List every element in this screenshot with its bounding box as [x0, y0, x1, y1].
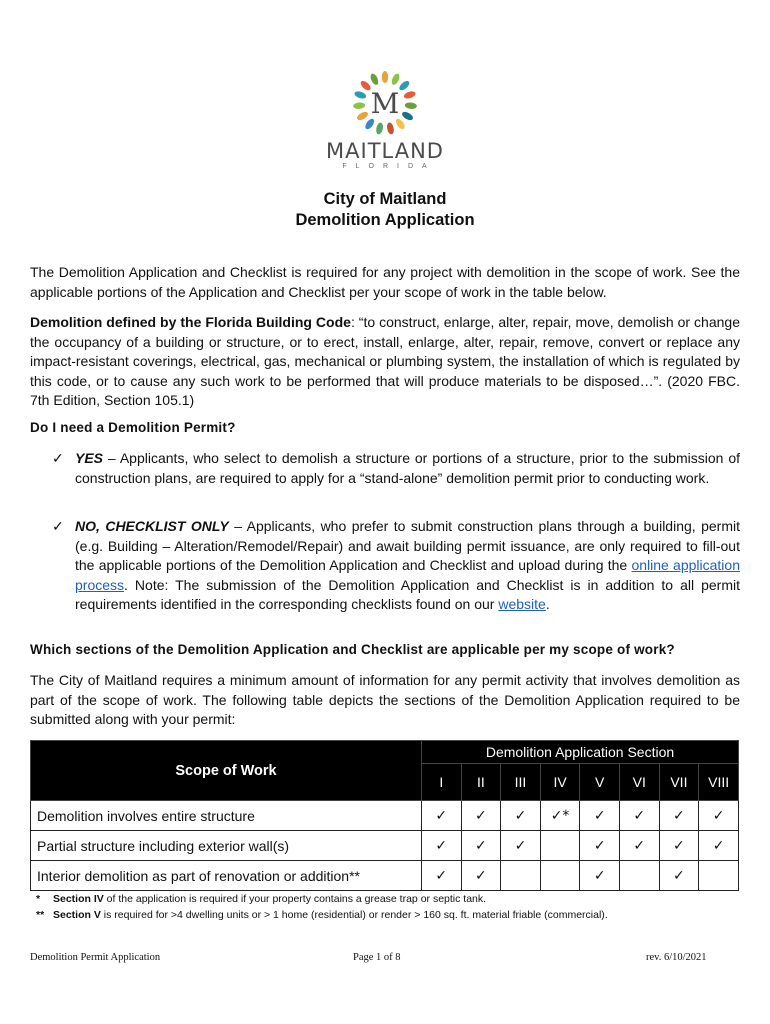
footer-page-number: Page 1 of 8	[353, 952, 401, 963]
table-row	[31, 801, 739, 831]
table-cell: ✓	[659, 801, 699, 831]
definition-text: : “to construct, enlarge, alter, repair, move, demolish or change the occupancy of a building or structure, or to erect, install, enlarge, alter, repair, remove, convert or replace any impact-resistant coverings, electrical, gas, mechanical or plumbing system, the installation of which is regulated by this code, or to cause any such work to be performed that will produce materials to be disposed…”. (2020 FBC. 7th Edition, Section 105.1)	[30, 314, 740, 408]
table-cell: ✓	[501, 831, 541, 861]
footer-doc-name: Demolition Permit Application	[30, 952, 161, 963]
page-title-line1: City of Maitland	[323, 190, 447, 208]
option-no-checklist	[52, 517, 740, 615]
footnote-mark: **	[36, 909, 45, 921]
footer-revision: rev. 6/10/2021	[646, 952, 707, 963]
column-header: VIII	[699, 764, 739, 801]
table-cell: ✓	[659, 831, 699, 861]
table-cell: ✓	[422, 831, 462, 861]
scope-of-work-header: Scope of Work	[31, 741, 422, 801]
table-cell: ✓	[461, 801, 501, 831]
table-cell: ✓	[659, 861, 699, 891]
column-header: VI	[619, 764, 659, 801]
table-row	[31, 831, 739, 861]
footnote-mark: *	[36, 893, 41, 905]
table-cell: ✓	[619, 831, 659, 861]
option-no-text-b: . Note: The submission of the Demolition Application and Checklist is in addition to all permit requirements identified in the corresponding checklists found on our	[75, 576, 740, 612]
table-cell: ✓	[580, 861, 620, 891]
scope-of-work-table	[30, 740, 739, 891]
table-cell	[540, 861, 580, 891]
footnote-bold: Section IV	[53, 893, 104, 905]
option-yes	[52, 449, 740, 488]
footnote-section-iv	[36, 893, 486, 905]
row-label: Partial structure including exterior wall(s)	[31, 831, 422, 861]
table-cell	[699, 861, 739, 891]
table-cell: ✓	[461, 861, 501, 891]
column-header: IV	[540, 764, 580, 801]
column-header: III	[501, 764, 541, 801]
table-cell: ✓	[580, 831, 620, 861]
table-cell: ✓	[699, 831, 739, 861]
logo-letter: M	[370, 87, 400, 120]
application-section-header: Demolition Application Section	[422, 741, 739, 764]
option-no-text-c: .	[545, 596, 550, 612]
table-cell: ✓	[580, 801, 620, 831]
intro-paragraph: The Demolition Application and Checklist is required for any project with demolition in the scope of work. See the applicable portions of the Application and Checklist per your scope of work in the table below.	[30, 264, 740, 300]
table-cell	[540, 831, 580, 861]
footnote-section-v	[36, 909, 608, 921]
footnote-text: is required for >4 dwelling units or > 1 home (residential) or render > 160 sq. ft. material friable (commercial).	[100, 909, 608, 921]
table-cell: ✓	[422, 861, 462, 891]
column-header: II	[461, 764, 501, 801]
question-sections: Which sections of the Demolition Application and Checklist are applicable per my scope of work?	[30, 642, 675, 657]
table-cell	[619, 861, 659, 891]
table-cell: ✓*	[540, 801, 580, 831]
table-row	[31, 861, 739, 891]
row-label: Interior demolition as part of renovation or addition**	[31, 861, 422, 891]
logo-state: FLORIDA	[342, 163, 436, 170]
table-cell: ✓	[422, 801, 462, 831]
table-cell	[501, 861, 541, 891]
maitland-logo	[322, 70, 448, 170]
website-link[interactable]: website	[498, 596, 546, 612]
table-cell: ✓	[501, 801, 541, 831]
option-no-text-a: – Applicants, who prefer to submit construction plans through a building, permit (e.g. Building – Alteration/Remodel/Repair) and await building permit issuance, are only required to fill-out the applicable portions of the Demolition Application and Checklist and upload during the	[75, 518, 740, 573]
definition-label: Demolition defined by the Florida Building Code	[30, 314, 351, 330]
option-yes-label: YES	[75, 450, 104, 466]
column-header: I	[422, 764, 462, 801]
checkmark-icon: ✓	[52, 518, 64, 534]
online-application-link[interactable]: online application process	[75, 557, 740, 593]
option-no-label: NO, CHECKLIST ONLY	[75, 518, 229, 534]
question-need-permit: Do I need a Demolition Permit?	[30, 420, 236, 435]
option-yes-text: – Applicants, who select to demolish a structure or portions of a structure, prior to the submission of construction plans, are required to apply for a “stand-alone” demolition permit prior to conducting work.	[75, 450, 740, 486]
definition-paragraph	[30, 313, 740, 411]
column-header: V	[580, 764, 620, 801]
footnote-bold: Section V	[53, 909, 101, 921]
leaf-ring-icon	[352, 70, 418, 136]
table-cell: ✓	[461, 831, 501, 861]
footnote-text: of the application is required if your property contains a grease trap or septic tank.	[103, 893, 487, 905]
column-header: VII	[659, 764, 699, 801]
logo-name: MAITLAND	[326, 139, 444, 163]
checkmark-icon: ✓	[52, 450, 64, 466]
table-cell: ✓	[699, 801, 739, 831]
table-cell: ✓	[619, 801, 659, 831]
table-intro-paragraph: The City of Maitland requires a minimum amount of information for any permit activity that involves demolition as part of the scope of work. The following table depicts the sections of the Demolition Application required to be submitted along with your permit:	[30, 672, 740, 727]
row-label: Demolition involves entire structure	[31, 801, 422, 831]
page-title-line2: Demolition Application	[295, 211, 475, 229]
